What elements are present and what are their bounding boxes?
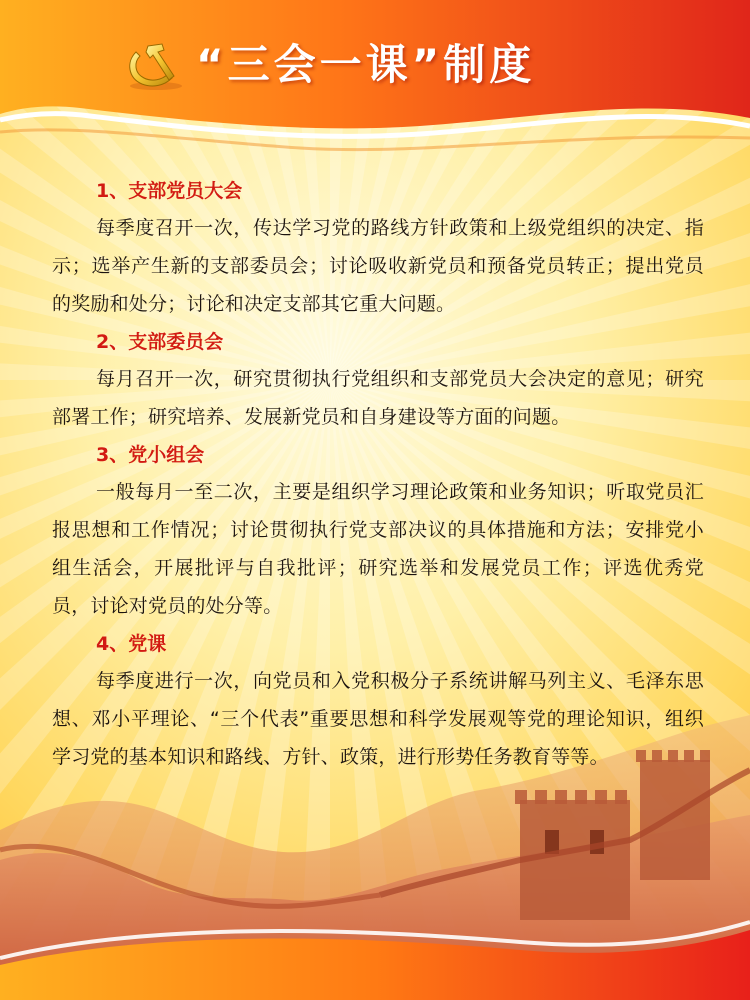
page-title: “三会一课”制度 [196,40,536,89]
section-branch-member-meeting [52,176,704,323]
section-body: 每季度进行一次，向党员和入党积极分子系统讲解马列主义、毛泽东思想、邓小平理论、“三个代表”重要思想和科学发展观等党的理论知识，组织学习党的基本知识和路线、方针、政策，进行形势任务教育等等。 [52,670,704,768]
section-party-lecture [52,629,704,776]
section-heading: 3、党小组会 [96,444,205,466]
content-area [52,172,704,776]
section-heading: 4、党课 [96,633,167,655]
section-heading: 1、支部党员大会 [96,180,243,202]
section-heading: 2、支部委员会 [96,331,224,353]
section-body: 每季度召开一次，传达学习党的路线方针政策和上级党组织的决定、指示；选举产生新的支部委员会；讨论吸收新党员和预备党员转正；提出党员的奖励和处分；讨论和决定支部其它重大问题。 [52,217,704,315]
hammer-sickle-icon [122,40,186,92]
section-party-group-meeting [52,440,704,625]
section-body: 每月召开一次，研究贯彻执行党组织和支部党员大会决定的意见；研究部署工作；研究培养、发展新党员和自身建设等方面的问题。 [52,368,704,428]
section-body: 一般每月一至二次，主要是组织学习理论政策和业务知识；听取党员汇报思想和工作情况；讨论贯彻执行党支部决议的具体措施和方法；安排党小组生活会，开展批评与自我批评；研究选举和发展党员工作；评选优秀党员，讨论对党员的处分等。 [52,481,704,617]
section-branch-committee [52,327,704,436]
